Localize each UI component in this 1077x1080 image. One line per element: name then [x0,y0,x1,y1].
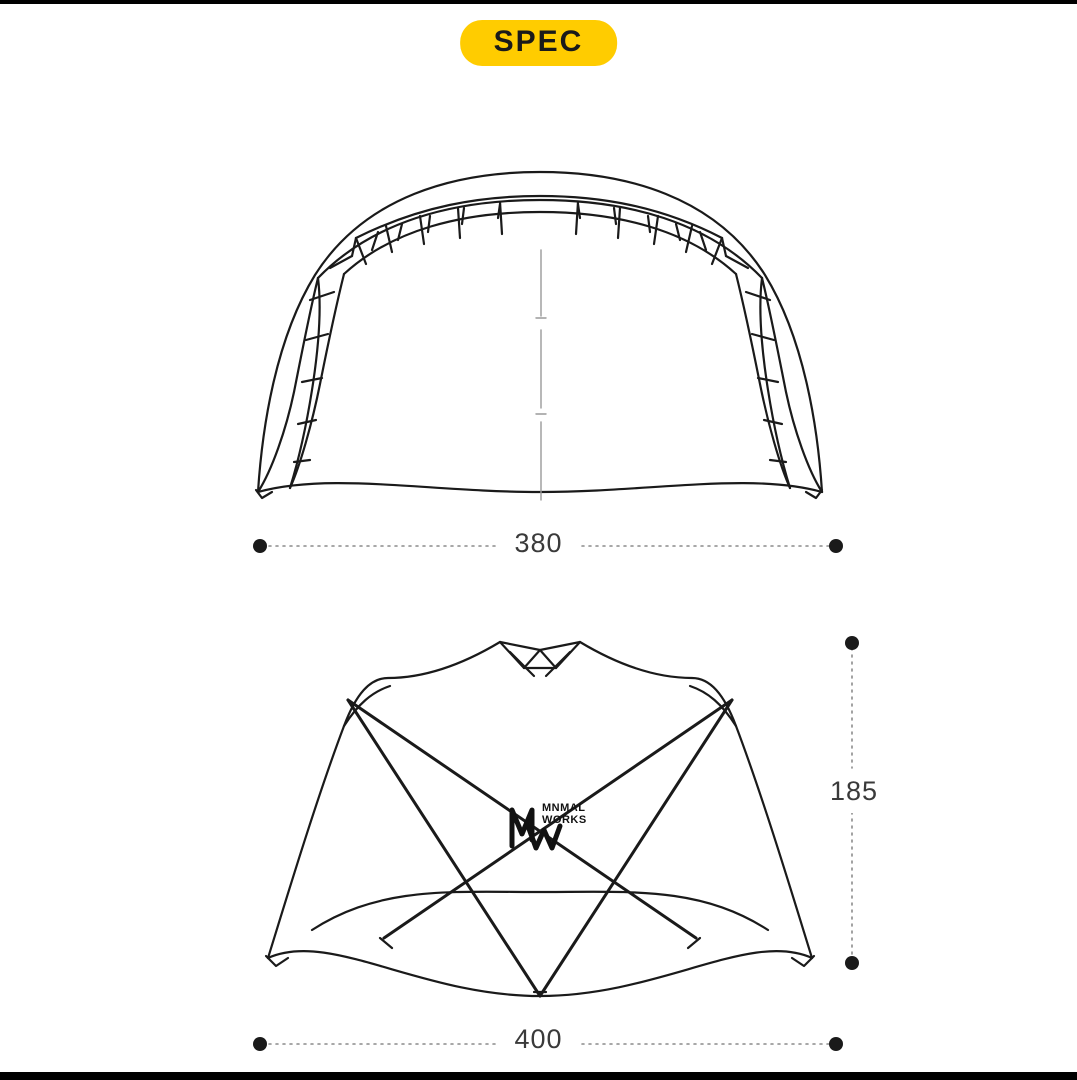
brand-line-2: WORKS [542,814,587,826]
center-guide-line [536,250,546,500]
spec-badge: SPEC [460,20,618,66]
brand-line-1: MNMAL [542,802,586,814]
dimension-label-front-width: 380 [500,528,576,559]
brand-logo [508,800,592,856]
dimension-endpoints [253,539,859,1051]
dimension-label-plan-width: 400 [500,1024,576,1055]
dimension-label-depth: 185 [830,770,878,813]
front-elevation-view [256,172,822,498]
